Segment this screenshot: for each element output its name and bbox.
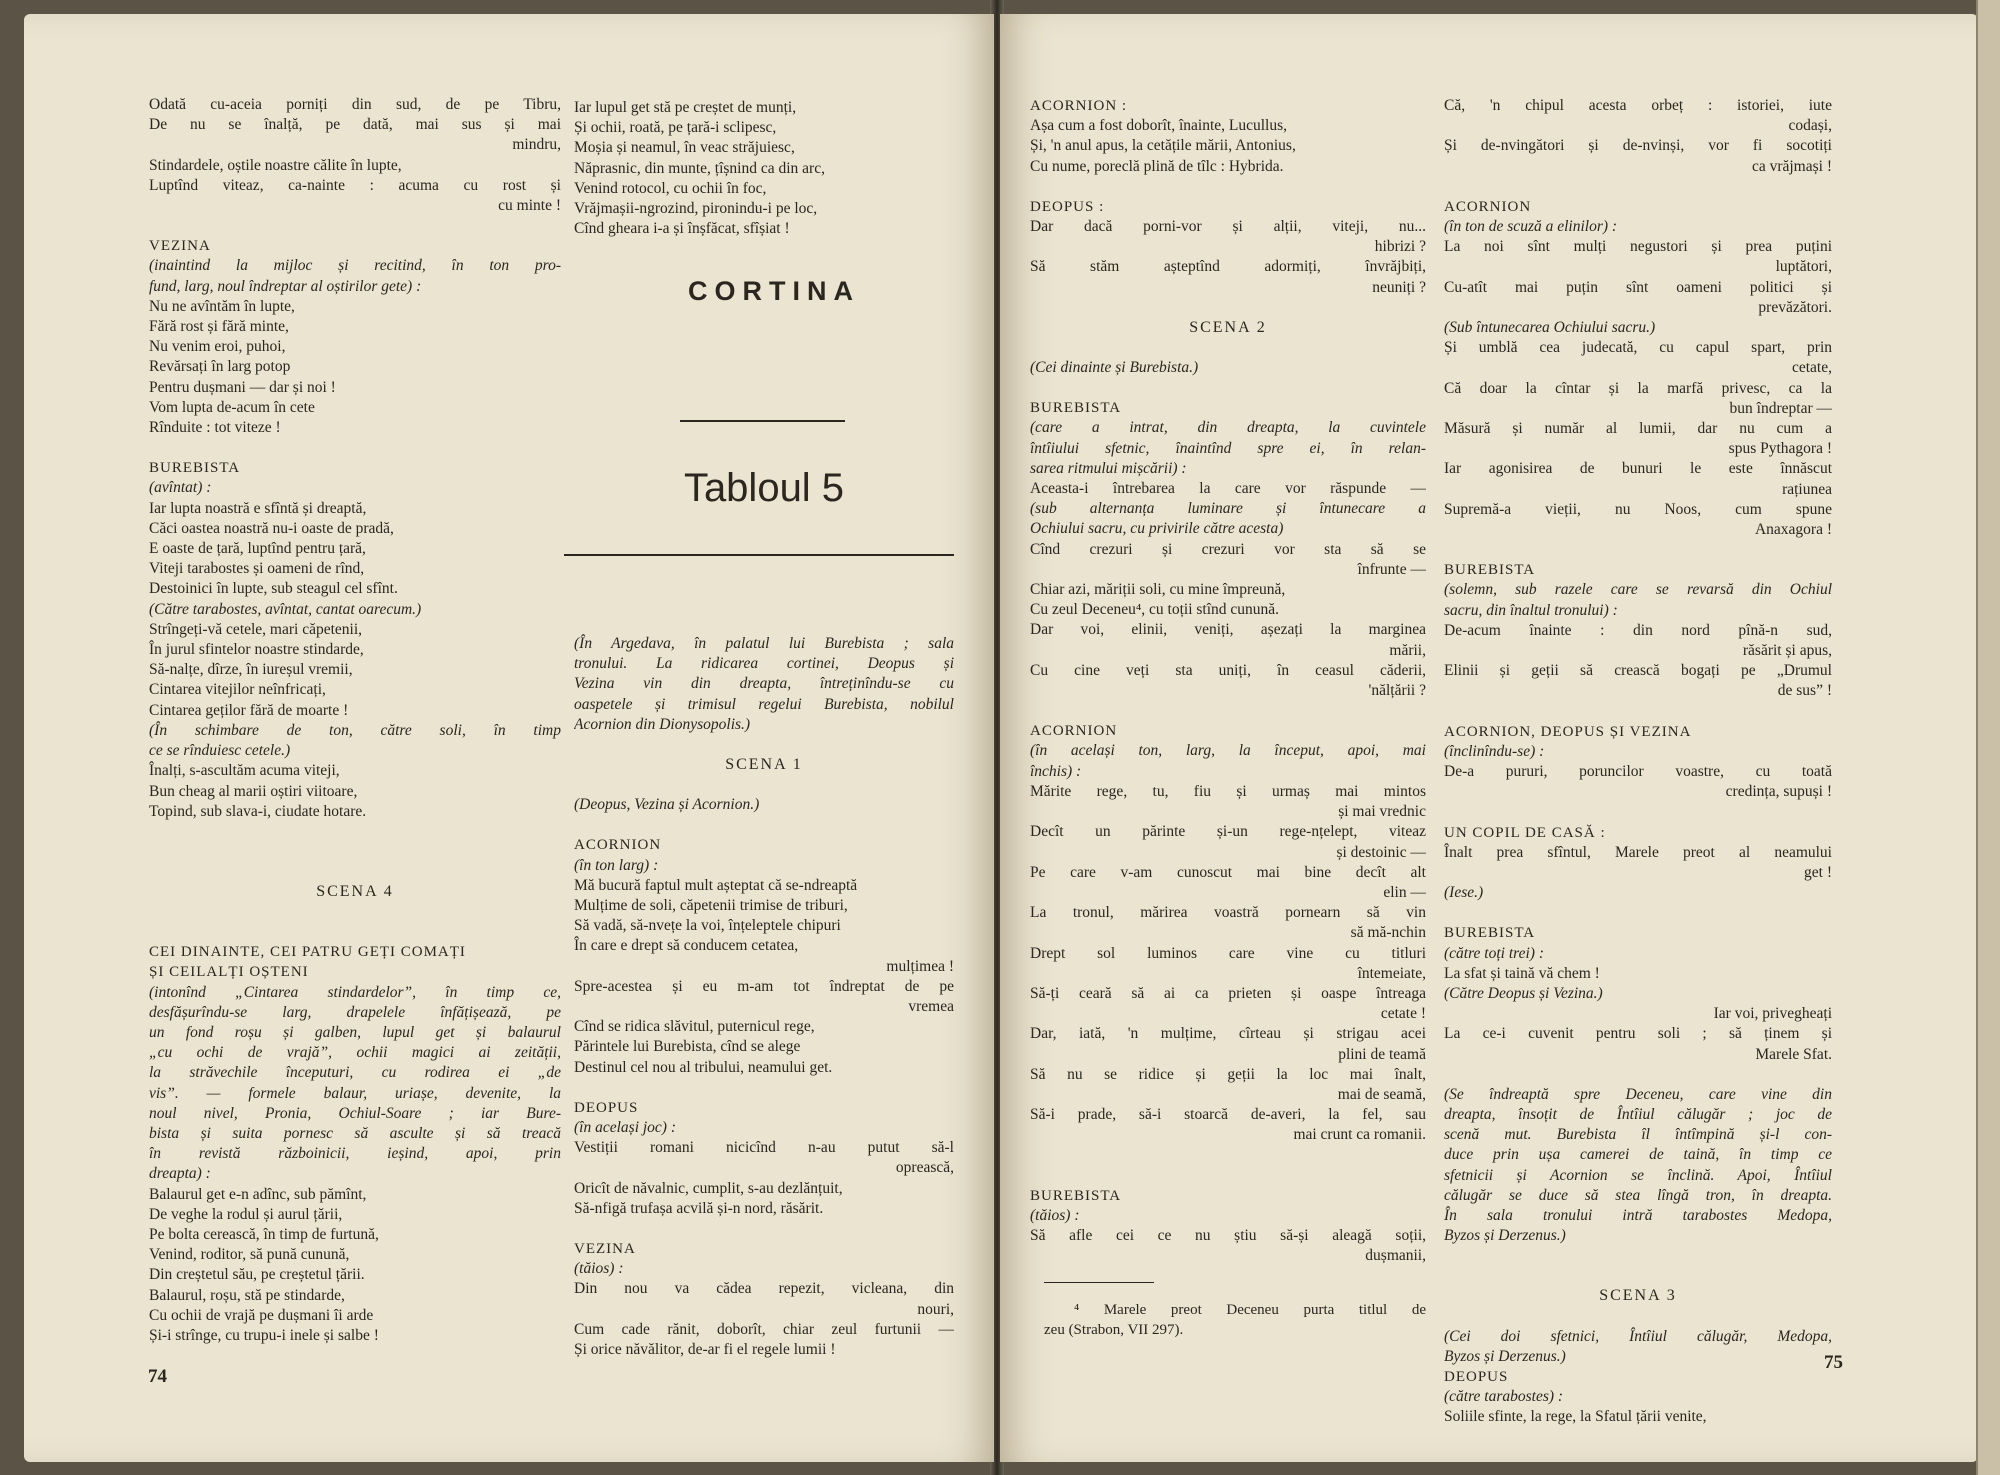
text-line: întemeiate, [1357,964,1426,982]
text-line: Dar, iată, 'n mulțime, cîrteau și strigau acei [1030,1025,1426,1043]
rule-bottom [564,554,954,556]
stage-direction: închis) : [1030,762,1082,780]
spacer [149,902,561,922]
speaker-name: DEOPUS [1444,1368,1509,1385]
speaker-name: ACORNION : [1030,98,1128,114]
speaker-name: ȘI CEILALȚI OȘTENI [149,964,309,981]
text-line: Dar dacă porni-vor și alții, viteji, nu... [1030,218,1426,236]
text-line: Iar agonisirea de bunuri le este înnăscut [1444,460,1832,478]
stage-direction: În sala tronului intră tarabostes Medopa, [1444,1206,1832,1224]
text-line: și mai vrednic [1338,803,1426,821]
spacer [1444,1246,1832,1266]
text-line: Bun cheag al marii oștiri viitoare, [149,782,358,800]
text-line: Mă bucură faptul mult așteptat că se-ndreaptă [574,876,858,894]
stage-direction: (Cei doi sfetnici, Întîiul călugăr, Medopa, [1444,1327,1832,1345]
stage-direction: fund, larg, noul îndreptar al oștirilor gete) : [149,277,422,295]
text-line: Anaxagora ! [1754,521,1832,539]
text-line: Venind rotocol, cu ochii în foc, [574,179,767,197]
spacer [149,862,561,882]
stage-direction: călugăr se duce să stea lîngă tron, în dreapta. [1444,1186,1832,1204]
stage-direction: (sub alternanța luminare și întunecare a [1030,500,1426,518]
text-line: înfrunte — [1357,560,1426,578]
text-line: Topind, sub slava-i, ciudate hotare. [149,802,367,820]
stage-direction: un fond roșu și galben, lupul get și balaurul [149,1023,561,1041]
text-line: mării, [1389,641,1426,659]
speaker-name: CEI DINAINTE, CEI PATRU GEȚI COMAȚI [149,944,466,961]
text-line: Măsură și număr al lumii, dar nu cum a [1444,420,1832,438]
spacer [149,842,561,862]
stage-direction: (în același joc) : [574,1119,677,1137]
text-line: Nu venim eroi, puhoi, [149,338,286,356]
stage-direction: (În Argedava, în palatul lui Burebista ; sala [574,635,954,652]
right-column-1 [1030,96,1426,1266]
spacer [149,822,561,842]
text-line: Rînduite : tot viteze ! [149,419,281,437]
text-line: Și orice năvălitor, de-ar fi el regele lumii ! [574,1341,836,1359]
spacer [1444,540,1832,560]
speaker-name: ACORNION, DEOPUS ȘI VEZINA [1444,723,1692,740]
footnote-line-1: ⁴ Marele preot Deceneu purta titlul de [1074,1302,1426,1318]
spacer [1030,1166,1426,1186]
stage-direction: scenă mut. Burebista îl întîmpină și-l con- [1444,1126,1832,1144]
text-line: De veghe la rodul și aurul țării, [149,1205,343,1223]
text-line: Vom lupta de-acum în cete [149,398,315,416]
text-line: Cînd se ridica slăvitul, puternicul rege, [574,1018,815,1036]
text-line: Cum cade rănit, doborît, chiar zeul furtunii — [574,1320,954,1338]
text-line: La noi sînt mulți negustori și prea puțini [1444,238,1832,256]
text-line: Dar voi, elinii, veniți, așezați la marginea [1030,621,1426,639]
text-line: Și umblă cea judecată, cu capul spart, prin [1444,339,1832,357]
stage-direction: (în ton de scuză a elinilor) : [1444,218,1618,236]
stage-direction: (Cei dinainte și Burebista.) [1030,359,1199,377]
stage-direction: Byzos și Derzenus.) [1444,1347,1566,1365]
spacer [1444,903,1832,923]
text-line: Cu cine veți sta uniți, în ceasul căderii, [1030,661,1426,679]
stage-direction: (Iese.) [1444,884,1484,902]
text-line: codași, [1788,117,1832,135]
text-line: Nu ne avîntăm în lupte, [149,297,295,315]
scene-heading: SCENA 2 [1189,318,1267,336]
stage-direction: tronului. La ridicarea cortinei, Deopus și [574,655,954,673]
spacer [1444,177,1832,197]
text-line: Vestiții romani nicicînd n-au putut să-l [574,1139,954,1157]
text-line: vremea [908,998,954,1016]
stage-direction: (Sub întunecarea Ochiului sacru.) [1444,319,1656,337]
stage-direction: Byzos și Derzenus.) [1444,1227,1566,1245]
text-line: Cînd gheara i-a și înșfăcat, sfîșiat ! [574,220,790,238]
footnote-line-2: zeu (Strabon, VII 297). [1044,1322,1184,1338]
text-line: credința, supuși ! [1725,783,1832,801]
text-line: spus Pythagora ! [1728,440,1832,458]
text-line: Supremă-a vieții, nu Noos, cum spune [1444,500,1832,518]
stage-direction: (în același ton, larg, la început, apoi, mai [1030,742,1426,760]
scene-heading: SCENA 4 [316,882,394,900]
text-line: De nu se înalță, pe dată, mai sus și mai [149,116,561,134]
text-line: Odată cu-aceia porniți din sud, de pe Tibru, [149,96,561,113]
stage-direction: duce prin ușa camerei de taină, în timp ce [1444,1146,1832,1164]
speaker-name: BUREBISTA [1030,400,1122,417]
text-line: Marele Sfat. [1755,1045,1832,1063]
speaker-name: BUREBISTA [1030,1187,1122,1204]
text-line: Aceasta-i întrebarea la care vor răspunde — [1030,480,1426,498]
text-line: Să stăm așteptînd adormiți, învrăjbiți, [1030,258,1426,276]
speaker-name: DEOPUS : [1030,198,1105,215]
text-line: Din nou va cădea repezit, vicleana, din [574,1280,954,1298]
text-line: mulțimea ! [886,957,954,975]
spacer [149,438,561,458]
speaker-name: VEZINA [574,1241,636,1258]
text-line: cetate, [1791,359,1832,377]
text-line: mindru, [512,136,561,154]
text-line: Năprasnic, din munte, țîșnind ca din arc, [574,159,825,177]
spacer [574,735,954,755]
stage-direction: (inaintind la mijloc și recitind, în ton pro- [149,257,561,275]
text-line: Cu ochii de vrajă pe dușmani îi arde [149,1306,374,1324]
scene-heading: SCENA 3 [1599,1287,1677,1305]
text-line: În jurul sfintelor noastre stindarde, [149,641,364,659]
speaker-name: BUREBISTA [1444,562,1536,579]
left-column-2-bottom [574,634,954,1360]
speaker-name: BUREBISTA [1444,925,1536,942]
text-line: Fără rost și fără minte, [149,318,289,336]
text-line: bun îndreptar — [1729,399,1832,417]
spacer [1444,1266,1832,1286]
left-column-2-top [574,98,954,239]
text-line: Pe care v-am cunoscut mai bine decît alt [1030,863,1426,881]
text-line: și destoinic — [1336,843,1426,861]
stage-direction: sacru, din înaltul tronului) : [1444,601,1618,619]
text-line: prevăzători. [1758,298,1832,316]
stage-direction: (care a intrat, din dreapta, la cuvintele [1030,419,1426,437]
text-line: Cintarea vitejilor neînfricați, [149,681,326,699]
stage-direction: bista și suita pornesc să asculte și să treacă [149,1124,561,1142]
speaker-name: ACORNION [1444,198,1532,215]
left-page [24,14,994,1462]
stage-direction: (înclinîndu-se) : [1444,742,1545,760]
text-line: Căci oastea noastră nu-i oaste de pradă, [149,519,394,537]
text-line: ca vrăjmași ! [1751,157,1832,175]
text-line: Pe bolta cerească, în timp de furtună, [149,1225,379,1243]
text-line: Venind, roditor, să pună cunună, [149,1246,350,1264]
spacer [1030,378,1426,398]
text-line: Cu-atît mai puțin sînt oameni politici și [1444,278,1832,296]
scene-heading: SCENA 1 [725,756,803,774]
text-line: Iar lupta noastră e sfîntă și dreaptă, [149,499,367,517]
stage-direction: (Către Deopus și Vezina.) [1444,984,1603,1002]
tablou-title: Tabloul 5 [683,466,845,510]
stage-direction: întîiului sfetnic, înaintînd spre ei, în relan- [1030,439,1426,457]
text-line: Mărite rege, tu, fiu și urmaș mai mintos [1030,782,1426,800]
text-line: 'nălțării ? [1368,682,1426,700]
text-line: cetate ! [1380,1005,1426,1023]
text-line: Destoinici în lupte, sub steagul cel sfînt. [149,580,398,598]
spacer [1030,177,1426,197]
spacer [1030,338,1426,358]
spacer [574,1219,954,1239]
spacer [1030,1146,1426,1166]
text-line: Cintarea geților fără de moarte ! [149,701,349,719]
text-line: Cînd crezuri și crezuri vor sta să se [1030,540,1426,558]
text-line: Așa cum a fost doborît, înainte, Lucullus, [1030,117,1287,135]
stage-direction: la străvechile începuturi, cu rodirea ei „de [149,1064,561,1082]
text-line: Să-i prade, să-i stoarcă de-averi, la fel, sau [1030,1106,1426,1124]
text-line: elin — [1383,883,1426,901]
text-line: Să afle cei ce nu știu să-și aleagă soții, [1030,1226,1426,1244]
text-line: Înalt prea sfîntul, Marele preot al neamului [1444,843,1832,861]
text-line: luptători, [1775,258,1832,276]
speaker-name: ACORNION [1030,723,1118,740]
text-line: să mă-nchin [1350,924,1426,942]
text-line: oprească, [895,1159,954,1177]
footnote [1044,1300,1426,1340]
text-line: Chiar azi, măriții soli, cu mine împreună, [1030,581,1286,599]
text-line: răsărit și apus, [1742,642,1832,660]
text-line: Și-i strînge, cu trupu-i inele și salbe ! [149,1326,379,1344]
text-line: Destinul cel nou al tribului, neamului get. [574,1058,833,1076]
text-line: Stindardele, oștile noastre călite în lupte, [149,156,402,174]
rule-top [680,420,845,422]
text-line: Iar voi, privegheați [1713,1005,1832,1023]
spacer [1444,702,1832,722]
text-line: Pentru dușmani — dar și noi ! [149,378,336,396]
stage-direction: (către toți trei) : [1444,944,1545,962]
text-line: Cu zeul Deceneu⁴, cu toții stînd cunună. [1030,601,1280,619]
text-line: neuniți ? [1372,278,1426,296]
text-line: hibrizi ? [1374,238,1426,256]
text-line: Că, 'n chipul acesta orbeț : istoriei, iute [1444,97,1832,114]
text-line: rațiunea [1782,480,1832,498]
text-line: Revărsați în larg potop [149,358,291,376]
speaker-name: BUREBISTA [149,460,241,477]
stage-direction: în revistă războinicii, ieșind, apoi, prin [149,1145,561,1163]
text-line: Spre-acestea și eu m-am tot îndreptat de pe [574,977,954,995]
text-line: E oaste de țară, luptînd pentru țară, [149,540,366,558]
text-line: Că doar la cîntar și la marfă privesc, ca la [1444,379,1832,397]
stage-direction: (către tarabostes) : [1444,1388,1564,1406]
spacer [574,1078,954,1098]
stage-direction: (tăios) : [1030,1206,1080,1224]
speaker-name: ACORNION [574,837,662,854]
text-line: Să vadă, să-nvețe la voi, înțeleptele chipuri [574,917,841,935]
right-column-2 [1444,96,1832,1428]
text-line: Cu nume, poreclă plină de tîlc : Hybrida. [1030,157,1284,175]
stage-direction: (intonînd „Cintarea stindardelor”, în timp ce, [149,983,561,1001]
stage-direction: ce se rînduiesc cetele.) [149,742,291,760]
text-line: Balaurul, roșu, stă pe stindarde, [149,1286,345,1304]
text-line: Să nu se ridice și geții la loc mai înalt, [1030,1065,1426,1083]
stage-direction: Vezina vin din dreapta, întreținîndu-se cu [574,675,954,693]
footnote-rule [1044,1282,1154,1283]
text-line: Din creștetul său, pe creștetul țării. [149,1266,365,1284]
page-number-left: 74 [148,1366,167,1387]
stage-direction: desfășurîndu-se larg, drapelele înfățișează, pe [149,1003,561,1021]
text-line: La sfat și taină vă chem ! [1444,964,1600,982]
text-line: Și de-nvingători și de-nvinși, vor fi socotiți [1444,137,1832,155]
text-line: În care e drept să conducem cetatea, [574,937,799,955]
stage-direction: oaspetele și trimisul regelui Burebista, nobilul [574,695,954,713]
left-column-1 [149,95,561,1346]
text-line: Mulțime de soli, căpetenii trimise de triburi, [574,897,848,915]
spacer [574,775,954,795]
spacer [149,216,561,236]
text-line: Înalți, s-ascultăm acuma viteji, [149,762,340,780]
text-line: nouri, [917,1300,954,1318]
stage-direction: (solemn, sub razele care se revarsă din Ochiul [1444,581,1832,599]
text-line: Oricît de năvalnic, cumplit, s-au dezlănțuit, [574,1179,843,1197]
text-line: mai de seamă, [1337,1085,1426,1103]
text-line: Balaurul get e-n adînc, sub pămînt, [149,1185,367,1203]
text-line: Decît un părinte și-un rege-nțelept, viteaz [1030,823,1426,841]
text-line: Soliile sfinte, la rege, la Sfatul țării venite, [1444,1408,1707,1426]
stage-direction: Acornion din Dionysopolis.) [574,715,751,733]
text-line: De-a pururi, poruncilor voastre, cu toată [1444,763,1832,781]
stage-direction: dreapta, însoțit de Întîiul călugăr ; joc de [1444,1105,1832,1123]
text-line: La ce-i cuvenit pentru soli ; să ținem și [1444,1025,1832,1043]
text-line: dușmanii, [1365,1247,1426,1265]
stage-direction: (Deopus, Vezina și Acornion.) [574,796,760,814]
text-line: Părintele lui Burebista, cînd se alege [574,1038,801,1056]
stage-direction: „cu ochi de vrajă”, ochii magici ai zeității, [149,1044,561,1062]
spacer [1030,298,1426,318]
stage-direction: sarea ritmului mișcării) : [1030,459,1187,477]
text-line: Iar lupul get stă pe creștet de munți, [574,99,797,116]
text-line: mai crunt ca romanii. [1293,1126,1426,1144]
text-line: Strîngeți-vă cetele, mari căpetenii, [149,620,363,638]
stage-direction: vis”. — formele balaur, uriașe, devenite, la [149,1084,561,1102]
text-line: Viteji tarabostes și oameni de rînd, [149,560,365,578]
speaker-name: DEOPUS [574,1099,639,1116]
spacer [149,922,561,942]
text-line: De-acum înainte : din nord pînă-n sud, [1444,621,1832,639]
page-number-right: 75 [1824,1352,1843,1373]
text-line: Drept sol luminos care vine cu titluri [1030,944,1426,962]
text-line: Să-nfigă trufașa acvilă și-n nord, răsărit. [574,1199,824,1217]
stage-direction: Ochiului sacru, cu privirile către acesta) [1030,520,1284,538]
speaker-name: UN COPIL DE CASĂ : [1444,824,1606,841]
stage-direction: (Către tarabostes, avîntat, cantat oarecum.) [149,600,422,618]
stage-direction: (Se îndreaptă spre Deceneu, care vine din [1444,1085,1832,1103]
text-line: Luptînd viteaz, ca-nainte : acuma cu rost și [149,176,561,194]
stage-direction: (În schimbare de ton, către soli, în timp [149,721,561,739]
text-line: Elinii și geții să crească bogați pe „Drumul [1444,662,1832,680]
book-page-edge [1976,0,2000,1475]
spacer [1444,1307,1832,1327]
stage-direction: dreapta) : [149,1165,211,1183]
text-line: get ! [1804,863,1832,881]
text-line: La tronul, mărirea voastră pornearn să vin [1030,904,1426,922]
spacer [1444,1065,1832,1085]
text-line: Și, 'n anul apus, la cetățile mării, Antonius, [1030,137,1296,155]
stage-direction: noul nivel, Pronia, Ochiul-Soare ; iar Bure- [149,1104,561,1122]
text-line: Să-nalțe, dîrze, în iureșul vremii, [149,661,353,679]
spacer [1030,701,1426,721]
text-line: Moșia și neamul, în veac străjuiesc, [574,139,795,157]
text-line: Să-ți ceară să ai ca prieten și oaspe întreaga [1030,984,1426,1002]
speaker-name: VEZINA [149,238,211,255]
cortina-title: CORTINA [688,276,860,306]
stage-direction: (tăios) : [574,1260,624,1278]
stage-direction: sfetnicii și Acornion se înclină. Apoi, Întîiul [1444,1166,1832,1184]
stage-direction: (avîntat) : [149,479,212,497]
text-line: plini de teamă [1338,1045,1426,1063]
text-line: cu minte ! [498,197,561,215]
stage-direction: (în ton larg) : [574,856,659,874]
spacer [574,815,954,835]
text-line: de sus” ! [1777,682,1832,700]
right-page [1000,14,1978,1462]
text-line: Vrăjmașii-ngrozind, pironindu-i pe loc, [574,200,818,218]
spacer [1444,803,1832,823]
text-line: Și ochii, roată, pe țară-i sclipesc, [574,119,777,137]
